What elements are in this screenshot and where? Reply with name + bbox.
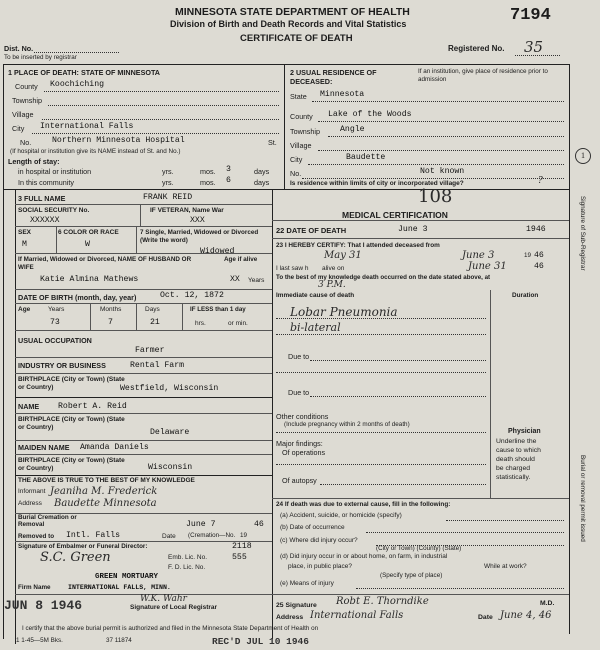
mother-label: MAIDEN NAME xyxy=(18,443,70,452)
age-min-label: or min. xyxy=(228,320,248,327)
industry-value: Rental Farm xyxy=(130,361,185,370)
burial-year-label: 19 xyxy=(240,532,248,539)
date-of-death-label: 22 DATE OF DEATH xyxy=(276,226,347,235)
attended-from-value: May 31 xyxy=(324,250,362,261)
date-of-death-year: 1946 xyxy=(526,225,546,234)
received-stamp: REC'D JUL 10 1946 xyxy=(212,636,309,647)
res-village-label: Village xyxy=(290,141,312,150)
file-number: 7194 xyxy=(510,6,551,25)
res-limits-value: ? xyxy=(538,176,543,186)
spouse-age-value: XX xyxy=(230,275,240,284)
informant-address-value: Baudette Minnesota xyxy=(54,498,157,509)
pod-comm-days-label: days xyxy=(254,178,270,187)
informant-address-label: Address xyxy=(18,500,42,507)
ssn-value: XXXXXX xyxy=(30,216,60,225)
birthplace-value: Westfield, Wisconsin xyxy=(120,384,219,393)
medical-heading: MEDICAL CERTIFICATION xyxy=(342,210,448,220)
marital-label: 7 Single, Married, Widowed or Divorced (Write the word) xyxy=(140,229,259,244)
registrar-label: Signature of Local Registrar xyxy=(130,604,218,611)
filed-date-stamp: JUN 8 1946 xyxy=(4,598,83,613)
sex-value: M xyxy=(22,240,27,249)
state-dept-title: MINNESOTA STATE DEPARTMENT OF HEALTH xyxy=(175,6,410,18)
pod-st-label: St. xyxy=(268,138,277,147)
father-birth-value: Delaware xyxy=(150,428,190,437)
removed-to-value: Intl. Falls xyxy=(66,531,121,540)
burial-date-label: Date xyxy=(162,533,176,540)
physician-note-3: death should xyxy=(496,456,535,463)
attended-to-value: June 3 xyxy=(462,250,495,261)
certify-label: 23 I HEREBY CERTIFY: That I attended deceased from xyxy=(276,242,440,249)
physician-date-value: June 4, 46 xyxy=(500,610,552,621)
father-value: Robert A. Reid xyxy=(58,402,127,411)
physician-note-5: statistically. xyxy=(496,474,531,481)
res-state-value: Minnesota xyxy=(320,90,365,99)
physician-note-4: be charged xyxy=(496,465,531,472)
death-occur-label: To the best of my knowledge death occurred on the date stated above, at xyxy=(276,274,491,281)
age-years-value: 73 xyxy=(50,318,60,327)
res-no-value: Not known xyxy=(420,167,465,176)
pod-county-label: County xyxy=(15,82,38,91)
division-subtitle: Division of Birth and Death Records and Vital Statistics xyxy=(170,19,407,29)
last-seen-year: 46 xyxy=(534,262,544,271)
number-stamp: 108 xyxy=(418,186,453,207)
firm-city-value: INTERNATIONAL FALLS, MINN. xyxy=(68,584,171,591)
fd-lic-label: F. D. Lic. No. xyxy=(168,564,206,571)
footer-certify-text: I certify that the above burial permit is authorized and filed in the Minnesota State Department of Health on xyxy=(22,625,319,632)
occupation-label: USUAL OCCUPATION xyxy=(18,336,92,345)
dist-sub-label: To be inserted by registrar xyxy=(4,54,77,61)
full-name-label: 3 FULL NAME xyxy=(18,194,66,203)
res-no-label: No. xyxy=(290,169,302,178)
circled-number: 1 xyxy=(575,148,591,164)
undertaker-label: Signature of Embalmer or Funeral Director: xyxy=(18,543,148,550)
pod-hosp-mos-value: 3 xyxy=(226,165,231,174)
res-state-label: State xyxy=(290,92,307,101)
industry-label: INDUSTRY OR BUSINESS xyxy=(18,361,106,370)
public-place-label: place, in public place? xyxy=(288,563,352,570)
duration-label: Duration xyxy=(512,292,539,299)
injury-where-label: (c) Where did injury occur? xyxy=(280,537,358,544)
dob-value: Oct. 12, 1872 xyxy=(160,291,224,300)
immediate-cause-label: Immediate cause of death xyxy=(276,292,355,299)
mother-birth-label: BIRTHPLACE (City or Town) (State or Country) xyxy=(18,457,125,472)
md-label: M.D. xyxy=(540,600,555,607)
age-months-value: 7 xyxy=(108,318,113,327)
pod-community-label: In this community xyxy=(18,178,74,187)
physician-note-1: Underline the xyxy=(496,438,537,445)
specify-type-label: (Specify type of place) xyxy=(380,572,443,579)
physician-note-title: Physician xyxy=(508,428,541,435)
burial-year-value: 46 xyxy=(254,520,264,529)
true-statement-label: THE ABOVE IS TRUE TO THE BEST OF MY KNOWLEDGE xyxy=(18,477,195,484)
age-days-value: 21 xyxy=(150,318,160,327)
registered-number: 35 xyxy=(524,38,544,56)
veteran-value: XXX xyxy=(190,216,205,225)
pod-hosp-mos-label: mos. xyxy=(200,167,216,176)
place-of-death-label: 1 PLACE OF DEATH: STATE OF MINNESOTA xyxy=(8,68,160,77)
undertaker-signature: S.C. Green xyxy=(40,550,111,565)
physician-address-value: International Falls xyxy=(310,610,404,621)
res-township-label: Township xyxy=(290,127,320,136)
removed-to-label: Removed to xyxy=(18,533,55,540)
father-label: NAME xyxy=(18,402,40,411)
pod-township-label: Township xyxy=(12,96,42,105)
pod-comm-yrs-label: yrs. xyxy=(162,178,174,187)
occupation-value: Farmer xyxy=(135,346,165,355)
attended-year-label: 19 xyxy=(524,252,532,259)
accident-label: (a) Accident, suicide, or homicide (specify) xyxy=(280,512,402,519)
sub-registrar-vertical: Signature of Sub-Registrar xyxy=(579,196,586,271)
race-label: 6 COLOR OR RACE xyxy=(58,229,119,236)
spouse-label: If Married, Widowed or Divorced, NAME OF HUSBAND OR WIFE xyxy=(18,256,192,271)
full-name-value: FRANK REID xyxy=(143,193,193,202)
place-columns-label: (City or Town) (County) (State) xyxy=(376,545,462,552)
res-township-value: Angle xyxy=(340,125,365,134)
firm-name-label: Firm Name xyxy=(18,584,51,591)
mother-birth-value: Wisconsin xyxy=(148,463,193,472)
ssn-label: SOCIAL SECURITY No. xyxy=(18,207,90,214)
pod-hospital-label: in hospital or institution xyxy=(18,167,92,176)
marital-value: Widowed xyxy=(200,247,235,256)
spouse-age-unit: Years xyxy=(248,277,265,284)
age-days-label: Days xyxy=(145,306,160,313)
physician-sig-label: 25 Signature xyxy=(276,602,317,609)
birthplace-label: BIRTHPLACE (City or Town) (State or Country) xyxy=(18,376,125,391)
race-value: W xyxy=(85,240,90,249)
age-months-label: Months xyxy=(100,306,122,313)
burial-label: Burial Cremation or Removal xyxy=(18,514,77,528)
physician-date-label: Date xyxy=(478,614,493,621)
res-county-value: Lake of the Woods xyxy=(328,110,412,119)
other-conditions-label: Other conditions xyxy=(276,412,329,421)
autopsy-label: Of autopsy xyxy=(282,476,317,485)
pod-city-value: International Falls xyxy=(40,122,134,131)
emb-lic-label: Emb. Lic. No. xyxy=(168,554,208,561)
res-limits-note: Is residence within limits of city or incorporated village? xyxy=(290,180,464,187)
attended-year-value: 46 xyxy=(534,251,544,260)
pregnancy-note: (Include pregnancy within 2 months of death) xyxy=(284,421,410,428)
pod-no-label: No. xyxy=(20,138,32,147)
age-years-label: Years xyxy=(48,306,65,313)
injury-home-label: (d) Did injury occur in or about home, on farm, in industrial xyxy=(280,553,448,560)
dob-label: DATE OF BIRTH (month, day, year) xyxy=(18,293,137,302)
last-seen-value: June 31 xyxy=(468,261,507,272)
footer-form-code: 37 11874 xyxy=(106,637,132,644)
work-label: While at work? xyxy=(484,563,527,570)
emb-lic-value: 2118 xyxy=(232,542,252,551)
external-cause-label: 24 If death was due to external cause, fill in the following: xyxy=(276,501,451,508)
pod-institution-value: Northern Minnesota Hospital xyxy=(52,136,185,145)
veteran-label: IF VETERAN, Name War xyxy=(150,207,224,214)
fd-lic-value: 555 xyxy=(232,553,247,562)
alive-suffix-label: alive on xyxy=(322,265,345,272)
age-less-label: IF LESS than 1 day xyxy=(190,306,246,313)
pod-city-label: City xyxy=(12,124,25,133)
due-to-label-2: Due to xyxy=(288,388,310,397)
dist-no-label: Dist. No. xyxy=(4,44,34,53)
pod-county-value: Koochiching xyxy=(50,80,105,89)
cause-value: Lobar Pneumonia xyxy=(290,305,398,319)
pod-inst-note: (If hospital or institution give its NAME instead of St. and No.) xyxy=(10,148,181,155)
registered-label: Registered No. xyxy=(448,44,505,53)
pod-comm-mos-label: mos. xyxy=(200,178,216,187)
pod-hosp-yrs-label: yrs. xyxy=(162,167,174,176)
occurrence-label: (b) Date of occurrence xyxy=(280,524,345,531)
cause2-value: bi-lateral xyxy=(290,321,341,334)
pod-length-label: Length of stay: xyxy=(8,157,60,166)
alive-label: I last saw h xyxy=(276,265,309,272)
residence-inst-note: If an institution, give place of residence prior to admission xyxy=(418,68,548,83)
sex-label: SEX xyxy=(18,229,32,236)
physician-address-label: Address xyxy=(276,614,304,621)
res-city-value: Baudette xyxy=(346,153,386,162)
physician-signature: Robt E. Thorndike xyxy=(336,596,429,607)
informant-label: Informant xyxy=(18,488,46,495)
certificate-title: CERTIFICATE OF DEATH xyxy=(240,33,353,44)
spouse-value: Katie Almina Mathews xyxy=(40,275,139,284)
cremation-note: (Cremation—No. xyxy=(188,532,236,539)
burial-date-value: June 7 xyxy=(186,520,216,529)
age-hrs-label: hrs. xyxy=(195,320,206,327)
firm-name-value: GREEN MORTUARY xyxy=(95,573,159,581)
permit-vertical: Burial or removal permit issued xyxy=(579,455,586,542)
operations-label: Of operations xyxy=(282,448,326,457)
informant-signature: Jeaniha M. Frederick xyxy=(50,486,158,497)
physician-note-2: cause to which xyxy=(496,447,541,454)
date-of-death-value: June 3 xyxy=(398,225,428,234)
age-label: Age xyxy=(18,306,31,313)
res-county-label: County xyxy=(290,112,313,121)
footer-form-number: 1 1-45—5M Bks. xyxy=(16,637,63,644)
major-findings-label: Major findings: xyxy=(276,439,323,448)
res-city-label: City xyxy=(290,155,303,164)
pod-hosp-days-label: days xyxy=(254,167,270,176)
mother-value: Amanda Daniels xyxy=(80,443,149,452)
means-label: (e) Means of injury xyxy=(280,580,334,587)
death-time-value: 3 P.M. xyxy=(318,280,346,290)
pod-village-label: Village xyxy=(12,110,34,119)
residence-label: 2 USUAL RESIDENCE OF DECEASED: xyxy=(290,68,377,86)
due-to-label-1: Due to xyxy=(288,352,310,361)
spouse-age-label: Age if alive xyxy=(224,256,258,263)
pod-comm-mos-value: 6 xyxy=(226,176,231,185)
father-birth-label: BIRTHPLACE (City or Town) (State or Country) xyxy=(18,416,125,431)
registrar-signature: W.K. Wahr xyxy=(140,594,187,604)
